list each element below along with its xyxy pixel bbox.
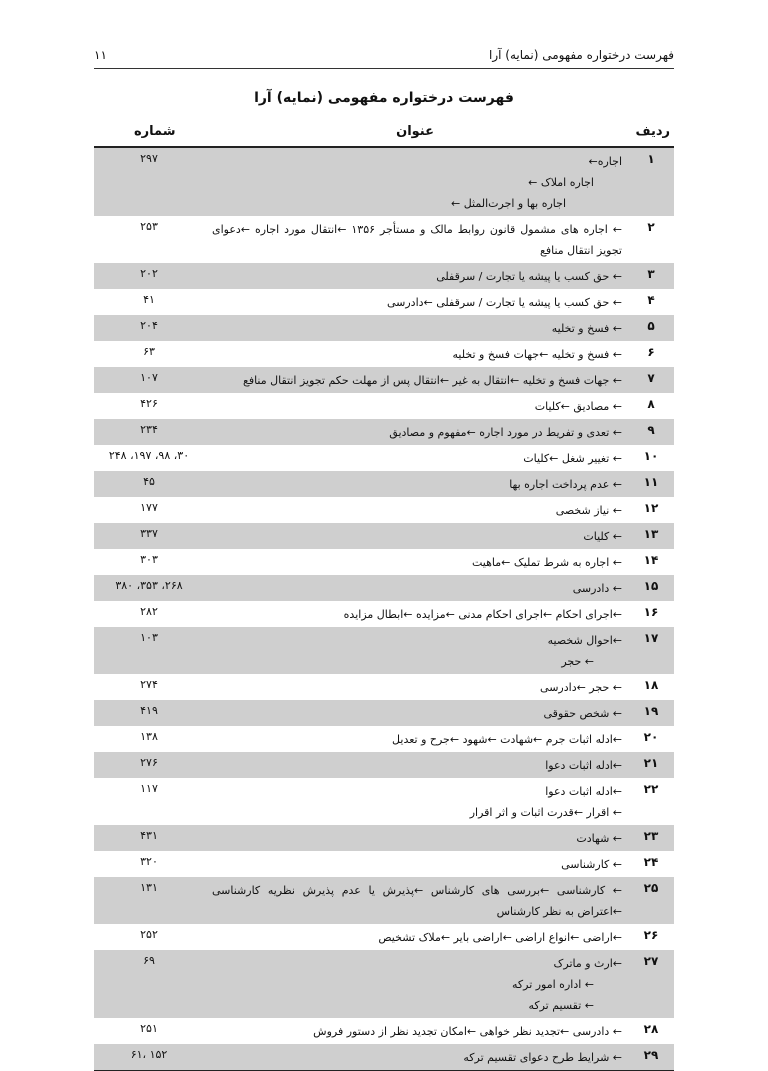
index-table <box>94 148 674 1070</box>
row-index: ۱۹ <box>643 704 659 718</box>
title-line: ← اجاره های مشمول قانون روابط مالک و مستأجر ۱۳۵۶ ←انتقال مورد اجاره ←دعوای تجویز انتقال منافع <box>212 223 622 257</box>
table-row <box>94 289 674 315</box>
row-index: ۱۰ <box>643 449 659 463</box>
title-line: ← اداره امور ترکه <box>511 978 594 991</box>
column-header-number: شماره <box>134 124 176 139</box>
row-number: ۲۵۲ <box>140 928 158 941</box>
row-title <box>212 419 622 445</box>
row-title <box>212 1018 622 1044</box>
row-index: ۱۲ <box>643 501 659 515</box>
title-line: ← شرایط طرح دعوای تقسیم ترکه <box>463 1051 622 1064</box>
row-index: ۲۷ <box>643 954 659 968</box>
title-line: ← حق کسب یا پیشه یا تجارت / سرقفلی ←دادرسی <box>386 296 622 309</box>
title-line: ← عدم پرداخت اجاره بها <box>509 478 622 491</box>
table-row <box>94 1018 674 1044</box>
row-index: ۸ <box>647 397 655 411</box>
row-title <box>212 627 622 674</box>
row-title <box>212 575 622 601</box>
row-title <box>212 950 622 1018</box>
row-number: ۲۷۶ <box>140 756 158 769</box>
table-row <box>94 393 674 419</box>
title-line: ← فسخ و تخلیه ←جهات فسخ و تخلیه <box>452 348 622 361</box>
row-title <box>212 445 622 471</box>
title-line: ← شخص حقوقی <box>543 707 622 720</box>
row-number: ۴۳۱ <box>140 829 158 842</box>
row-title <box>212 216 622 263</box>
title-line: ← حجر <box>561 655 594 668</box>
title-line: ← کلیات <box>583 530 622 543</box>
title-line: ← تعدی و تفریط در مورد اجاره ←مفهوم و مصادیق <box>389 426 622 439</box>
row-index: ۶ <box>647 345 655 359</box>
row-index: ۲۴ <box>643 855 659 869</box>
row-title <box>212 523 622 549</box>
row-title <box>212 263 622 289</box>
column-header-row: ردیف <box>635 124 670 139</box>
table-row <box>94 950 674 1018</box>
title-line: ← تقسیم ترکه <box>528 999 594 1012</box>
title-line: ←اراضی ←انواع اراضی ←اراضی بایر ←ملاک تشخیص <box>378 931 622 944</box>
row-index: ۱۶ <box>643 605 659 619</box>
row-number: ۲۵۳ <box>140 220 158 233</box>
row-number: ۱۰۷ <box>140 371 158 384</box>
table-row <box>94 575 674 601</box>
table-row <box>94 752 674 778</box>
table-row <box>94 825 674 851</box>
row-number: ۴۲۶ <box>140 397 158 410</box>
row-title <box>212 752 622 778</box>
row-title <box>212 674 622 700</box>
table-row <box>94 726 674 752</box>
title-line: ←ارث و ماترک <box>553 957 622 970</box>
table-row <box>94 851 674 877</box>
table-row <box>94 523 674 549</box>
row-index: ۲۸ <box>643 1022 659 1036</box>
title-line: اجاره بها و اجرت‌المثل ← <box>451 197 566 210</box>
row-number: ۱۳۱ <box>140 881 158 894</box>
row-number: ۲۸۲ <box>140 605 158 618</box>
title-line: ← تغییر شغل ←کلیات <box>523 452 622 465</box>
title-line: ← جهات فسخ و تخلیه ←انتقال به غیر ←انتقال پس از مهلت حکم تجویز انتقال منافع <box>242 374 622 387</box>
document-title: فهرست درختواره مفهومی (نمایه) آرا <box>254 90 514 106</box>
row-number: ۱۱۷ <box>140 782 158 795</box>
row-title <box>212 700 622 726</box>
row-index: ۴ <box>647 293 655 307</box>
table-row <box>94 367 674 393</box>
table-row <box>94 1044 674 1070</box>
row-number: ۱۳۸ <box>140 730 158 743</box>
table-row <box>94 877 674 924</box>
row-title <box>212 549 622 575</box>
row-index: ۲۶ <box>643 928 659 942</box>
title-line: ← اجاره به شرط تملیک ←ماهیت <box>471 556 622 569</box>
row-title <box>212 1044 622 1070</box>
row-index: ۱۸ <box>643 678 659 692</box>
row-title <box>212 367 622 393</box>
row-number: ۶۳ <box>143 345 155 358</box>
table-row <box>94 497 674 523</box>
row-index: ۱ <box>647 152 655 166</box>
row-index: ۲۰ <box>643 730 659 744</box>
row-number: ۲۶۸، ۳۵۳، ۳۸۰ <box>115 579 183 592</box>
title-line: ← دادرسی <box>572 582 622 595</box>
table-row <box>94 924 674 950</box>
row-title <box>212 825 622 851</box>
row-title <box>212 877 622 924</box>
row-index: ۹ <box>647 423 655 437</box>
row-title <box>212 726 622 752</box>
table-row <box>94 419 674 445</box>
table-row <box>94 601 674 627</box>
table-row <box>94 627 674 674</box>
title-line: ←اجرای احکام ←اجرای احکام مدنی ←مزایده ←ابطال مزایده <box>343 608 622 621</box>
title-line: ← دادرسی ←تجدید نظر خواهی ←امکان تجدید نظر از دستور فروش <box>313 1025 622 1038</box>
row-number: ۱۵۲ ،۶۱ <box>130 1048 168 1061</box>
row-title <box>212 315 622 341</box>
row-title <box>212 601 622 627</box>
title-line: ← مصادیق ←کلیات <box>534 400 622 413</box>
row-title <box>212 924 622 950</box>
row-index: ۲۵ <box>643 881 659 895</box>
row-index: ۲۳ <box>643 829 659 843</box>
row-index: ۳ <box>647 267 655 281</box>
title-line: ← فسخ و تخلیه <box>551 322 622 335</box>
table-header <box>94 122 674 144</box>
column-header-title: عنوان <box>396 124 434 139</box>
row-number: ۳۰۳ <box>140 553 158 566</box>
table-row <box>94 445 674 471</box>
row-index: ۲۲ <box>643 782 659 796</box>
running-title: فهرست درختواره مفهومی (نمایه) آرا <box>489 48 674 62</box>
row-title <box>212 497 622 523</box>
row-number: ۳۳۷ <box>140 527 158 540</box>
row-number: ۲۰۲ <box>140 267 158 280</box>
table-row <box>94 263 674 289</box>
title-line: ←ادله اثبات دعوا <box>545 785 622 798</box>
table-row <box>94 700 674 726</box>
table-row <box>94 674 674 700</box>
title-line: اجاره املاک ← <box>528 176 594 189</box>
row-number: ۲۵۱ <box>140 1022 158 1035</box>
row-title <box>212 778 622 825</box>
row-index: ۱۴ <box>643 553 659 567</box>
table-row <box>94 549 674 575</box>
row-index: ۲ <box>647 220 655 234</box>
row-index: ۱۳ <box>643 527 659 541</box>
title-line: ←ادله اثبات جرم ←شهادت ←شهود ←جرح و تعدیل <box>392 733 622 746</box>
title-line: ← نیاز شخصی <box>555 504 622 517</box>
title-line: ← شهادت <box>576 832 622 845</box>
title-line: ← حق کسب یا پیشه یا تجارت / سرقفلی <box>436 270 622 283</box>
row-title <box>212 471 622 497</box>
header-rule <box>94 68 674 69</box>
row-number: ۴۱ <box>143 293 155 306</box>
row-index: ۵ <box>647 319 655 333</box>
row-title <box>212 148 622 216</box>
row-number: ۳۲۰ <box>140 855 158 868</box>
title-line: ← حجر ←دادرسی <box>540 681 622 694</box>
row-number: ۲۰۴ <box>140 319 158 332</box>
page-header <box>94 44 674 66</box>
table-row <box>94 315 674 341</box>
row-index: ۱۵ <box>643 579 659 593</box>
row-index: ۱۱ <box>643 475 659 489</box>
row-number: ۲۷۴ <box>140 678 158 691</box>
table-row <box>94 778 674 825</box>
row-title <box>212 289 622 315</box>
row-number: ۲۳۴ <box>140 423 158 436</box>
row-index: ۲۹ <box>643 1048 659 1062</box>
row-number: ۱۰۳ <box>140 631 158 644</box>
table-row <box>94 216 674 263</box>
title-line: ←ادله اثبات دعوا <box>545 759 622 772</box>
row-index: ۲۱ <box>643 756 659 770</box>
table-row <box>94 148 674 216</box>
title-line: ← کارشناسی ←بررسی های کارشناس ←پذیرش یا عدم پذیرش نظریه کارشناسی ←اعتراض به نظر کارشناس <box>212 884 622 918</box>
table-row <box>94 341 674 367</box>
title-line: ← اقرار ←قدرت اثبات و اثر اقرار <box>469 806 622 819</box>
row-number: ۶۹ <box>143 954 155 967</box>
table-row <box>94 471 674 497</box>
page-number: ۱۱ <box>94 48 107 62</box>
row-number: ۲۹۷ <box>140 152 158 165</box>
row-index: ۷ <box>647 371 655 385</box>
row-title <box>212 393 622 419</box>
row-index: ۱۷ <box>643 631 659 645</box>
title-line: ←احوال شخصیه <box>547 634 622 647</box>
row-title <box>212 851 622 877</box>
row-number: ۱۷۷ <box>140 501 158 514</box>
row-number: ۴۱۹ <box>140 704 158 717</box>
row-number: ۳۰، ۹۸، ۱۹۷، ۲۴۸ <box>108 449 190 462</box>
row-number: ۴۵ <box>143 475 155 488</box>
row-title <box>212 341 622 367</box>
title-line: ← کارشناسی <box>561 858 622 871</box>
title-line: اجاره← <box>588 155 622 168</box>
